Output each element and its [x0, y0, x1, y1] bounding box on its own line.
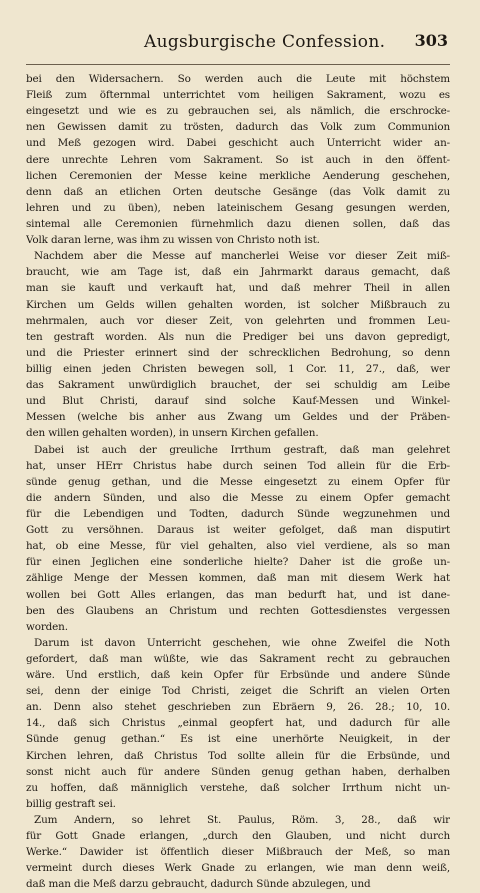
- text-line: hat, unser HErr Christus habe durch seinen Tod allein für die Erb-: [26, 459, 450, 472]
- text-line: Darum ist davon Unterricht geschehen, wie ohne Zweifel die Noth: [34, 636, 450, 649]
- text-line: billig einen jeden Christen bewegen soll, 1 Cor. 11, 27., daß, wer: [26, 362, 450, 375]
- text-line: für Gott Gnade erlangen, „durch den Glauben, und nicht durch: [26, 830, 450, 843]
- text-line: Kirchen um Gelds willen gehalten worden, ist solcher Mißbrauch zu: [26, 298, 450, 311]
- text-line: wollen bei Gott Alles erlangen, das man bedurft hat, und ist dane-: [26, 588, 450, 601]
- text-line: für die Lebendigen und Todten, dadurch Sünde wegzunehmen und: [26, 507, 450, 520]
- text-line: daß man die Meß darzu gebraucht, dadurch Sünde abzulegen, und: [26, 878, 371, 891]
- page-number: 303: [414, 31, 448, 50]
- paragraph: [26, 71, 450, 248]
- text-line: wäre. Und erstlich, daß kein Opfer für Erbsünde und andere Sünde: [26, 669, 450, 682]
- text-line: vermeint durch dieses Werk Gnade zu erlangen, wie man denn weiß,: [26, 862, 450, 875]
- text-line: lehren und zu üben), neben lateinischem Gesang gesungen werden,: [26, 201, 450, 214]
- text-line: 14., daß sich Christus „einmal geopfert hat, und dadurch für alle: [26, 717, 450, 730]
- text-line: mehrmalen, auch vor dieser Zeit, von gelehrten und frommen Leu-: [26, 314, 450, 327]
- text-line: sintemal alle Ceremonien fürnehmlich dazu dienen sollen, daß das: [26, 217, 450, 230]
- text-line: ten gestraft worden. Als nun die Prediger bei uns davon gepredigt,: [26, 330, 450, 343]
- text-line: denn daß an etlichen Orten deutsche Gesänge (das Volk damit zu: [26, 185, 450, 198]
- text-line: braucht, wie am Tage ist, daß ein Jahrmarkt daraus gemacht, daß: [26, 266, 450, 279]
- page-header: [26, 28, 450, 65]
- text-line: Zum Andern, so lehret St. Paulus, Röm. 3, 28., daß wir: [34, 814, 450, 827]
- text-line: die andern Sünden, und also die Messe zu einem Opfer gemacht: [26, 491, 450, 504]
- text-line: sünde genug gethan, und die Messe eingesetzt zu einem Opfer für: [26, 475, 450, 488]
- text-line: bei den Widersachern. So werden auch die Leute mit höchstem: [26, 73, 450, 85]
- text-line: Nachdem aber die Messe auf mancherlei Weise vor dieser Zeit miß-: [34, 250, 450, 263]
- running-head: Augsburgische Confession.: [144, 32, 386, 52]
- text-line: Fleiß zum öfternmal unterrichtet vom heiligen Sakrament, wozu es: [26, 89, 450, 102]
- text-line: Volk daran lerne, was ihm zu wissen von Christo noth ist.: [26, 234, 320, 247]
- text-line: Kirchen lehren, daß Christus Tod sollte allein für die Erbsünde, und: [26, 749, 450, 762]
- text-line: und Blut Christi, darauf sind solche Kauf-Messen und Winkel-: [26, 395, 450, 408]
- text-line: Dabei ist auch der greuliche Irrthum gestraft, daß man gelehret: [34, 443, 450, 456]
- paragraph: [26, 442, 450, 635]
- text-line: man sie kauft und verkauft hat, und daß mehrer Theil in allen: [26, 282, 450, 295]
- paragraph: [26, 635, 450, 812]
- text-line: und Meß gezogen wird. Dabei geschicht auch Unterricht wider an-: [26, 137, 450, 150]
- text-line: Gott zu versöhnen. Daraus ist weiter gefolget, daß man disputirt: [26, 524, 450, 537]
- text-line: ben des Glaubens an Christum und rechten Gottesdienstes vergessen: [26, 604, 450, 617]
- text-line: zählige Menge der Messen kommen, daß man mit diesem Werk hat: [26, 572, 450, 585]
- text-line: an. Denn also stehet geschrieben zun Ebräern 9, 26. 28.; 10, 10.: [26, 701, 450, 714]
- text-line: sonst nicht auch für andere Sünden genug gethan haben, derhalben: [26, 765, 450, 778]
- text-line: billig gestraft sei.: [26, 797, 116, 810]
- text-line: Werke.“ Dawider ist öffentlich dieser Mißbrauch der Meß, so man: [26, 846, 450, 859]
- paragraph: [26, 812, 450, 893]
- text-line: Sünde genug gethan.“ Es ist eine unerhörte Neuigkeit, in der: [26, 733, 450, 746]
- text-line: und die Priester erinnert sind der schrecklichen Bedrohung, so denn: [26, 346, 450, 359]
- text-line: für einen Jeglichen eine sonderliche hielte? Daher ist die große un-: [26, 556, 450, 569]
- text-line: das Sakrament unwürdiglich brauchet, der sei schuldig am Leibe: [26, 379, 450, 392]
- text-line: den willen gehalten worden), in unsern Kirchen gefallen.: [26, 427, 319, 440]
- text-line: nen Gewissen damit zu trösten, dadurch das Volk zum Communion: [26, 121, 450, 134]
- text-line: Messen (welche bis anher aus Zwang um Geldes und der Präben-: [26, 411, 450, 424]
- text-line: dere unrechte Lehren vom Sakrament. So ist auch in den öffent-: [26, 153, 450, 166]
- text-line: eingesetzt und wie es zu gebrauchen sei, als nämlich, die erschrocke-: [26, 105, 450, 118]
- text-line: zu hoffen, daß männiglich verstehe, daß solcher Irrthum nicht un-: [26, 781, 450, 794]
- text-line: sei, denn der einige Tod Christi, zeiget die Schrift an vielen Orten: [26, 685, 450, 698]
- text-line: worden.: [26, 620, 68, 633]
- paragraph: [26, 248, 450, 441]
- text-line: lichen Ceremonien der Messe keine merkliche Aenderung geschehen,: [26, 169, 450, 182]
- body-text: [26, 71, 450, 893]
- text-line: hat, ob eine Messe, für viel gehalten, also viel verdiene, als so man: [26, 540, 450, 553]
- text-line: gefordert, daß man wüßte, wie das Sakrament recht zu gebrauchen: [26, 652, 450, 665]
